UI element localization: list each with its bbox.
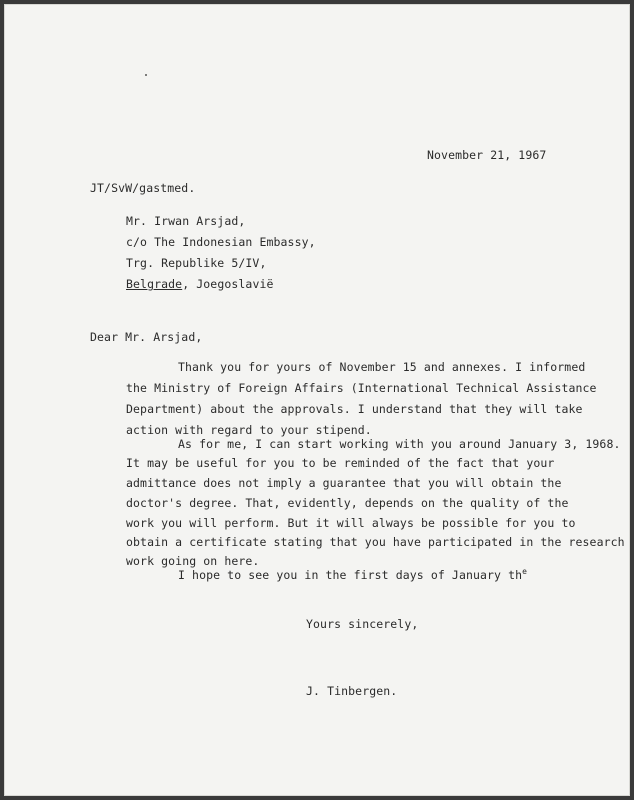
body-line-12-text: I hope to see you in the first days of January th — [178, 568, 523, 582]
body-line-1: Thank you for yours of November 15 and annexes. I informed — [178, 360, 586, 374]
address-city: Belgrade — [126, 277, 183, 291]
body-line-9: work you will perform. But it will always be possible for you to — [126, 516, 576, 530]
reference-code: JT/SvW/gastmed. — [90, 181, 196, 195]
body-line-11: work going on here. — [126, 554, 260, 568]
closing: Yours sincerely, — [306, 617, 419, 631]
body-line-3: Department) about the approvals. I understand that they will take — [126, 402, 583, 416]
ordinal-suffix: e — [522, 567, 528, 576]
body-line-8: doctor's degree. That, evidently, depends on the quality of the — [126, 496, 569, 510]
body-line-6: It may be useful for you to be reminded of the fact that your — [126, 456, 555, 470]
body-line-4: action with regard to your stipend. — [126, 423, 372, 437]
address-line-1: Mr. Irwan Arsjad, — [126, 214, 246, 228]
salutation: Dear Mr. Arsjad, — [90, 330, 203, 344]
signature: J. Tinbergen. — [306, 684, 398, 698]
address-country: , Joegoslavië — [182, 277, 274, 291]
body-line-12 — [178, 567, 527, 582]
address-line-2: c/o The Indonesian Embassy, — [126, 235, 316, 249]
body-line-5: As for me, I can start working with you around January 3, 1968. — [178, 437, 621, 451]
body-line-10: obtain a certificate stating that you have participated in the research — [126, 535, 625, 549]
letter-date: November 21, 1967 — [427, 148, 547, 162]
body-line-7: admittance does not imply a guarantee that you will obtain the — [126, 476, 562, 490]
letter-page — [4, 4, 630, 796]
address-line-3: Trg. Republike 5/IV, — [126, 256, 267, 270]
paper-speck — [145, 74, 147, 76]
address-line-4 — [126, 277, 274, 291]
body-line-2: the Ministry of Foreign Affairs (International Technical Assistance — [126, 381, 597, 395]
